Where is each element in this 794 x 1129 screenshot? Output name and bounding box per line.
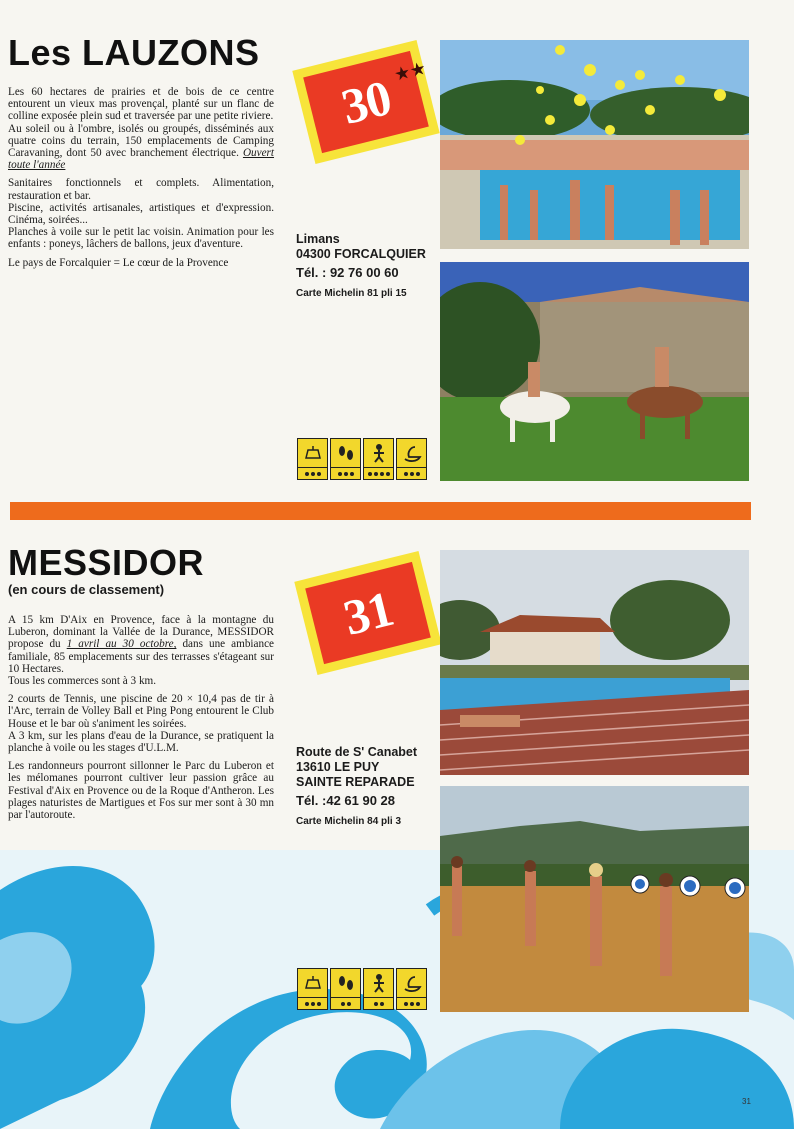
scale-icon xyxy=(297,968,328,1010)
site-number: 30 xyxy=(335,69,397,135)
site-number-badge xyxy=(292,40,439,164)
address-block xyxy=(296,745,417,829)
opening-period: 1 avril au 30 octobre, xyxy=(66,638,177,651)
amenity-icons xyxy=(297,968,427,1010)
address-line: 13610 LE PUY xyxy=(296,760,380,774)
paragraph: Sanitaires fonctionnels et complets. Alimentation, restauration et bar. Piscine, activités artisanales, artistiques et d'expression. Cinéma, soirées... Planches à voile sur le petit lac voisin. Animation pour les enfants : poneys, lâchers de ballons, jeux d'aventure. xyxy=(8,177,274,251)
phone-number: Tél. :42 61 90 28 xyxy=(296,793,396,808)
paragraph: A 15 km D'Aix en Provence, face à la montagne du Luberon, dominant la Vallée de la Durance, MESSIDOR propose du 1 avril au 30 octobre, dans une ambiance familiale, 85 emplacements sur des terrasses s'étageant sur 10 Hectares. Tous les commerces sont à 3 km. xyxy=(8,614,275,688)
photo-ponies xyxy=(440,262,749,481)
swan-icon xyxy=(396,438,427,480)
site-number: 31 xyxy=(337,580,399,646)
section-title: Les LAUZONS xyxy=(8,32,260,73)
site-number-badge xyxy=(294,551,441,675)
children-icon xyxy=(363,968,394,1010)
rating-stars-icon: ★★ xyxy=(391,57,429,86)
footprints-icon xyxy=(330,968,361,1010)
paragraph: Les randonneurs pourront sillonner le Parc du Luberon et les mélomanes pourront cultiver leur passion grâce au Festival d'Aix en Provence ou de la Roque d'Antheron. Les plages naturistes de Martigues et Fos sur mer sont à 30 mn par l'autoroute. xyxy=(8,760,274,822)
address-line: 04300 FORCALQUIER xyxy=(296,247,426,261)
map-reference: Carte Michelin 81 pli 15 xyxy=(296,288,407,299)
scale-icon xyxy=(297,438,328,480)
photo-pool-house xyxy=(440,550,749,775)
address-block xyxy=(296,232,426,301)
section-title: MESSIDOR xyxy=(8,542,205,583)
address-line: Route de S' Canabet xyxy=(296,745,418,759)
photo-archery xyxy=(440,786,749,1012)
page-number: 31 xyxy=(742,1097,751,1106)
children-icon xyxy=(363,438,394,480)
photo-pool-balloons xyxy=(440,40,749,249)
footprints-icon xyxy=(330,438,361,480)
address-line: SAINTE REPARADE xyxy=(296,775,415,789)
phone-number: Tél. : 92 76 00 60 xyxy=(296,265,399,280)
section-description xyxy=(8,614,274,827)
opening-period: Ouvert toute l'année xyxy=(8,147,275,172)
address-line: Limans xyxy=(296,232,340,246)
swan-icon xyxy=(396,968,427,1010)
paragraph: Le pays de Forcalquier = Le cœur de la Provence xyxy=(8,256,229,269)
section-description xyxy=(8,86,274,275)
amenity-icons xyxy=(297,438,427,480)
paragraph: 2 courts de Tennis, une piscine de 20 × 10,4 pas de tir à l'Arc, terrain de Volley Ball et Ping Pong entourent le Club House et le bar où s'animent les soirées. A 3 km, sur les plans d'eau de la Durance, se pratiquent la planche à voile ou les stages d'U.L.M. xyxy=(8,693,274,755)
section-divider xyxy=(10,502,751,520)
paragraph: Les 60 hectares de prairies et de bois de ce centre entourent un vieux mas provençal, planté sur un flanc de colline exposée plein sud et traversée par une petite riviere. Au soleil ou à l'ombre, isolés ou groupés, disséminés aux quatre coins du terrain, 150 emplacements de Camping Caravaning, dont 50 avec branchement électrique. Ouvert toute l'année xyxy=(8,86,275,172)
section-subtitle: (en cours de classement) xyxy=(8,582,165,597)
map-reference: Carte Michelin 84 pli 3 xyxy=(296,816,402,827)
